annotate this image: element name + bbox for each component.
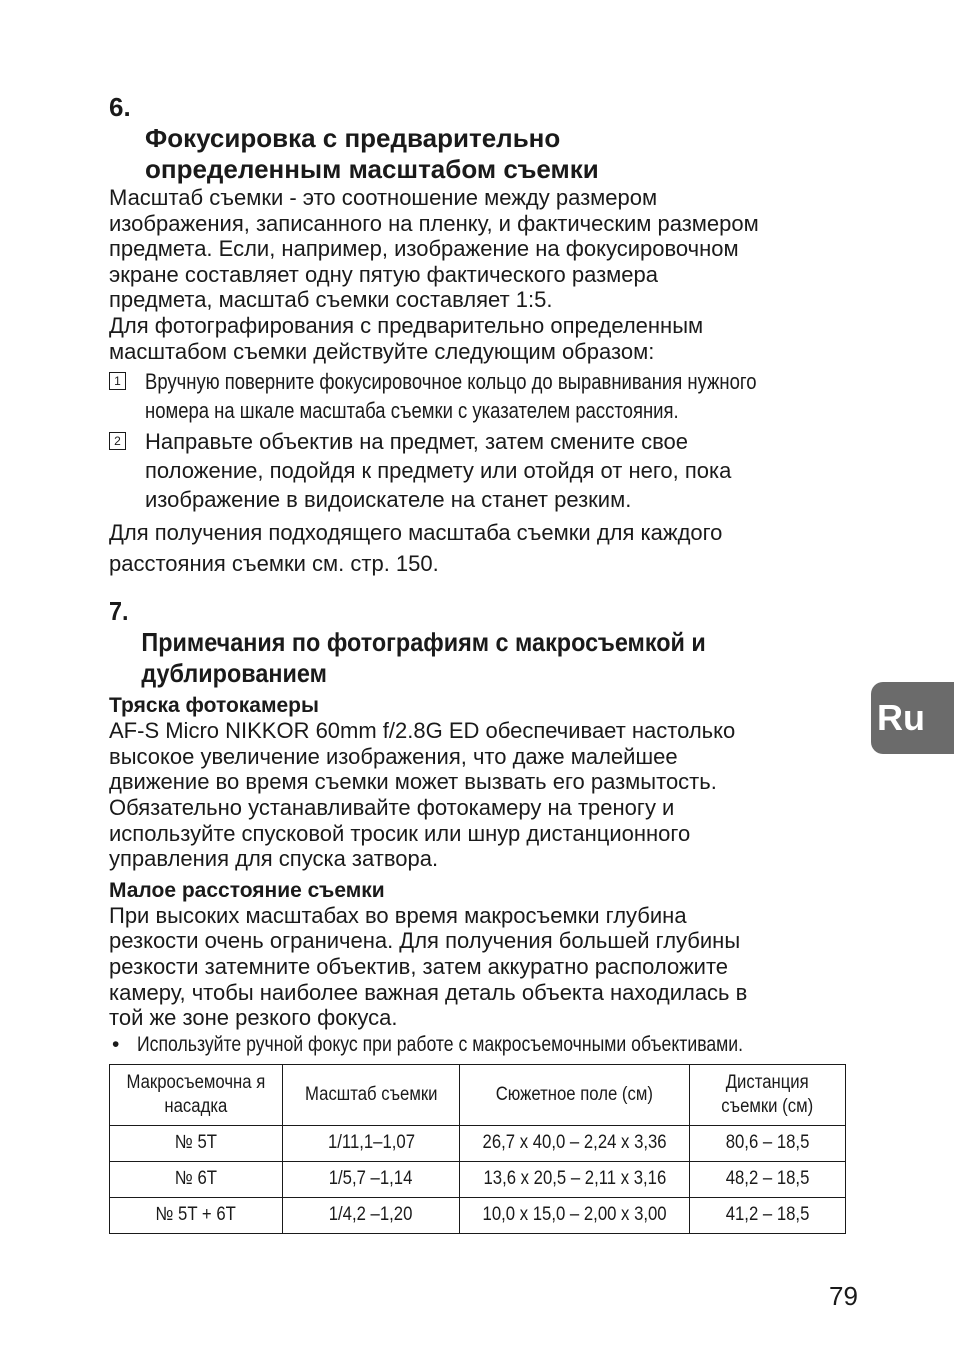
section-6-paragraph-2: Для фотографирования с предварительно определенным масштабом съемки действуйте следующим образом: bbox=[109, 312, 704, 364]
section-7-paragraph-2: При высоких масштабах во время макросъемки глубина резкости очень ограничена. Для получения большей глубины резкости затемните объектив, затем аккуратно расположите камеру, чтобы наиболее важная деталь объекта находилась в той же зоне резкого фокуса. bbox=[109, 902, 748, 1031]
table-header-row bbox=[110, 1064, 846, 1125]
table-header-cell: Масштаб съемки bbox=[283, 1064, 460, 1125]
section-6-paragraph-3: Для получения подходящего масштаба съемки для каждого расстояния съемки см. стр. 150. bbox=[109, 520, 723, 577]
table-cell: 1/4,2 –1,20 bbox=[283, 1197, 460, 1233]
section-7-heading bbox=[109, 596, 881, 689]
table-cell: № 5T bbox=[110, 1125, 283, 1161]
table-row bbox=[110, 1197, 846, 1233]
bullet-item bbox=[109, 1032, 849, 1058]
page-number: 79 bbox=[829, 1281, 858, 1311]
table-cell: 26,7 x 40,0 – 2,24 x 3,36 bbox=[460, 1125, 690, 1161]
language-tab: Ru bbox=[871, 682, 954, 754]
page-content bbox=[109, 92, 849, 1234]
section-7-number: 7. bbox=[109, 596, 129, 627]
step-2-number: 2 bbox=[109, 432, 126, 450]
table-header-cell: Сюжетное поле (см) bbox=[460, 1064, 690, 1125]
section-6-paragraph-1: Масштаб съемки - это соотношение между размером изображения, записанного на пленку, и фактическим размером предмета. Если, например, изображение на фокусировочном экране составляет одну пятую фактического размера предмета, масштаб съемки составляет 1:5. bbox=[109, 185, 759, 313]
subheading-camera-shake: Тряска фотокамеры bbox=[109, 694, 319, 718]
table-header-cell: Макросъемочна я насадка bbox=[110, 1064, 283, 1125]
table-cell: 80,6 – 18,5 bbox=[690, 1125, 846, 1161]
subheading-short-distance: Малое расстояние съемки bbox=[109, 878, 385, 902]
extension-ring-table bbox=[109, 1064, 846, 1234]
step-2 bbox=[109, 427, 849, 514]
table-cell: 41,2 – 18,5 bbox=[690, 1197, 846, 1233]
section-7-title: Примечания по фотографиям с макросъемкой и дублированием bbox=[141, 627, 706, 689]
section-6-heading bbox=[109, 92, 849, 185]
table-cell: 10,0 x 15,0 – 2,00 x 3,00 bbox=[460, 1197, 690, 1233]
step-1 bbox=[109, 367, 849, 425]
step-1-number: 1 bbox=[109, 372, 126, 390]
table-cell: № 6T bbox=[110, 1161, 283, 1197]
step-1-text: Вручную поверните фокусировочное кольцо до выравнивания нужного номера на шкале масштаба съемки с указателем расстояния. bbox=[145, 369, 757, 424]
table-row bbox=[110, 1161, 846, 1197]
table-cell: № 5T + 6T bbox=[110, 1197, 283, 1233]
table-cell: 1/5,7 –1,14 bbox=[283, 1161, 460, 1197]
section-6-number: 6. bbox=[109, 92, 131, 122]
table-cell: 13,6 x 20,5 – 2,11 x 3,16 bbox=[460, 1161, 690, 1197]
bullet-mark: • bbox=[112, 1032, 120, 1056]
step-2-text: Направьте объектив на предмет, затем смените свое положение, подойдя к предмету или отойдя от него, пока изображение в видоискателе на станет резким. bbox=[145, 429, 732, 513]
table-cell: 48,2 – 18,5 bbox=[690, 1161, 846, 1197]
section-7-paragraph-1: AF-S Micro NIKKOR 60mm f/2.8G ED обеспечивает настолько высокое увеличение изображения, что даже малейшее движение во время съемки может вызвать его размытость. Обязательно устанавливайте фотокамеру на треногу и используйте спусковой тросик или шнур дистанционного управления для спуска затвора. bbox=[109, 718, 736, 872]
table-cell: 1/11,1–1,07 bbox=[283, 1125, 460, 1161]
section-6-title: Фокусировка с предварительно определенным масштабом съемки bbox=[145, 123, 599, 184]
bullet-text: Используйте ручной фокус при работе с макросъемочными объективами. bbox=[137, 1032, 744, 1056]
table-row bbox=[110, 1125, 846, 1161]
table-header-cell: Дистанция съемки (см) bbox=[690, 1064, 846, 1125]
